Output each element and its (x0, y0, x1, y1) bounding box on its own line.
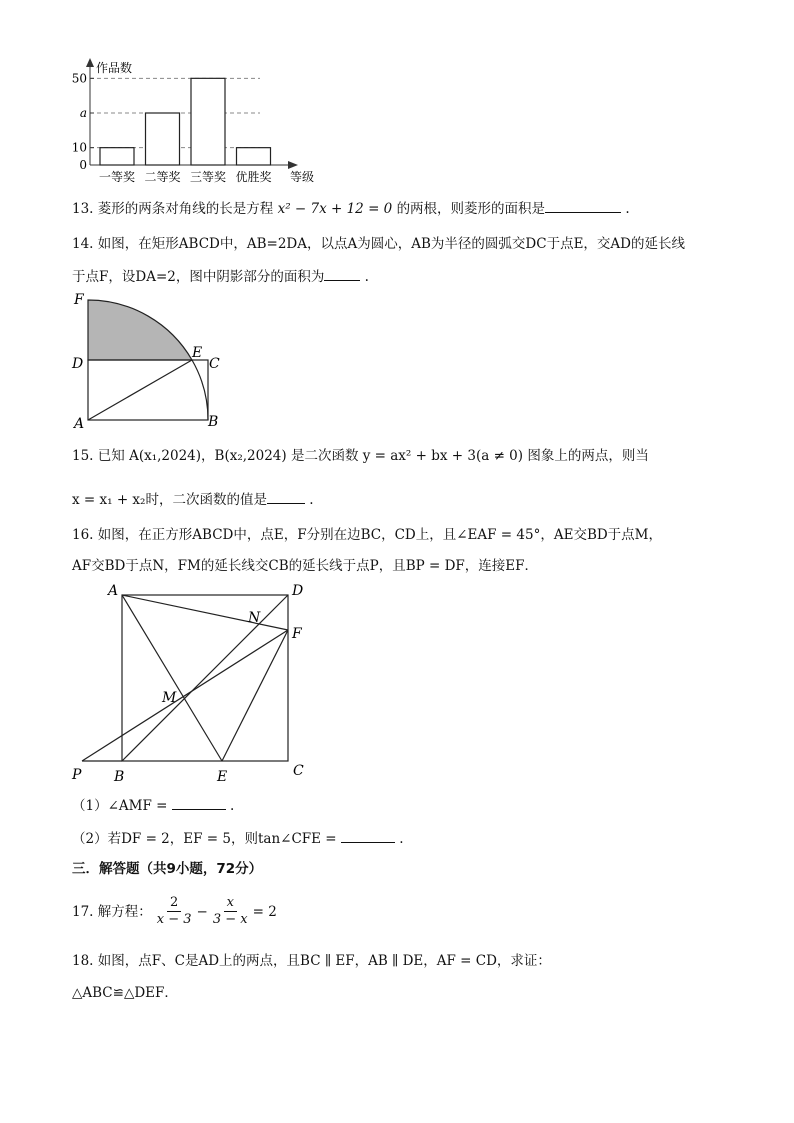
q16-subquestion-2 (72, 828, 404, 848)
q17-frac2-denominator: 3 − x (212, 912, 248, 927)
q13-text-a: 菱形的两条对角线的长是方程 (97, 201, 274, 217)
q13-text-b: 的两根，则菱形的面积是 (396, 201, 546, 217)
q14-number: 14. (72, 236, 94, 252)
q17-minus: − (196, 903, 208, 920)
q16-number: 16. (72, 527, 94, 543)
bar-三等奖 (191, 78, 225, 165)
q14-end: . (364, 269, 369, 285)
q14-line1: 如图，在矩形ABCD中，AB=2DA，以点A为圆心，AB为半径的圆弧交DC于点E，交AD的延长线 (97, 236, 685, 252)
q16-segment-AF (122, 595, 288, 630)
question-13 (72, 198, 630, 218)
q17-text: 解方程： (97, 903, 152, 920)
q14-arc (192, 360, 208, 420)
q14-line2: 于点F，设DA=2，图中阴影部分的面积为 (72, 269, 325, 285)
q16-label-D: D (292, 583, 304, 599)
q16-sub2-blank[interactable] (341, 828, 395, 843)
q17-number: 17. (72, 903, 94, 920)
q16-label-P: P (72, 767, 82, 783)
bar-二等奖 (146, 113, 180, 165)
q17-frac1-numerator: 2 (167, 895, 181, 912)
q15-number: 15. (72, 448, 94, 464)
q14-label-A: A (74, 416, 85, 430)
q14-label-E: E (192, 345, 203, 361)
q13-equation: x² − 7x + 12 = 0 (277, 201, 393, 217)
q16-label-F: F (292, 626, 302, 642)
q16-label-N: N (248, 610, 261, 626)
q17-fraction-1 (154, 895, 195, 928)
y-tick-label: 10 (71, 140, 87, 155)
q16-label-C: C (293, 763, 304, 779)
q17-rhs: = 2 (252, 903, 277, 920)
q16-figure (70, 580, 340, 785)
q16-sub1: （1）∠AMF = (72, 798, 168, 814)
x-axis-arrow (288, 161, 298, 169)
y-axis-title: 作品数 (96, 61, 133, 75)
question-18-line2 (72, 984, 178, 1002)
question-15-line1 (72, 447, 649, 465)
q16-line2: AF交BD于点N，FM的延长线交CB的延长线于点P，且BP = DF，连接EF． (72, 558, 539, 574)
q16-label-E: E (217, 769, 228, 785)
q16-sub1-blank[interactable] (172, 795, 226, 810)
q17-frac1-denominator: x − 3 (156, 912, 192, 927)
q17-fraction-2 (210, 895, 251, 928)
question-14-line2 (72, 266, 369, 286)
q13-number: 13. (72, 201, 94, 217)
q13-end: . (625, 201, 630, 217)
x-tick-label: 三等奖 (189, 170, 227, 184)
q14-segment-AE (88, 360, 192, 420)
x-tick-label: 二等奖 (144, 170, 181, 184)
q14-label-F: F (74, 292, 84, 308)
q18-number: 18. (72, 953, 94, 969)
q18-line2: △ABC≌△DEF． (72, 985, 178, 1001)
q16-label-B: B (114, 769, 125, 785)
q16-diagonal-BD (122, 595, 288, 761)
question-16-line1 (72, 526, 662, 544)
q15-answer-blank[interactable] (267, 489, 305, 504)
x-tick-label: 优胜奖 (235, 170, 272, 184)
question-14-line1 (72, 235, 685, 253)
q16-label-A: A (108, 583, 119, 599)
x-tick-label: 一等奖 (98, 170, 136, 184)
x-axis-title: 等级 (290, 170, 315, 184)
q14-label-B: B (208, 414, 219, 430)
q17-frac2-numerator: x (224, 895, 237, 912)
q14-rectangle (88, 360, 208, 420)
question-16-line2 (72, 557, 538, 575)
q16-sub2-end: . (399, 831, 404, 847)
bar-chart (60, 55, 330, 190)
q14-label-C: C (209, 356, 220, 372)
bar-优胜奖 (237, 148, 271, 165)
q14-shaded-region (88, 300, 192, 360)
q15-line1: 已知 A(x₁,2024)，B(x₂,2024) 是二次函数 y = ax² + bx + 3(a ≠ 0) 图象上的两点，则当 (97, 448, 649, 464)
q16-segment-PF (82, 630, 288, 761)
question-17 (72, 895, 277, 928)
q16-sub2: （2）若DF = 2，EF = 5，则tan∠CFE = (72, 831, 337, 847)
q15-line2: x = x₁ + x₂时，二次函数的值是 (72, 492, 267, 508)
q14-figure (70, 290, 230, 430)
q15-end: . (309, 492, 314, 508)
question-15-line2 (72, 489, 314, 509)
q16-label-M: M (162, 690, 177, 706)
q16-line1: 如图，在正方形ABCD中，点E，F分别在边BC，CD上，且∠EAF = 45°，AE交BD于点M， (97, 527, 663, 543)
question-18-line1 (72, 952, 551, 970)
bar-一等奖 (100, 148, 134, 165)
q14-answer-blank[interactable] (324, 266, 360, 281)
q13-answer-blank[interactable] (545, 198, 621, 213)
q16-segment-EF (222, 630, 288, 761)
q18-line1: 如图，点F、C是AD上的两点，且BC ∥ EF，AB ∥ DE，AF = CD，求证： (97, 953, 551, 969)
q14-label-D: D (72, 356, 84, 372)
q16-subquestion-1 (72, 795, 234, 815)
y-axis-arrow (86, 58, 94, 67)
y-tick-label: 50 (71, 71, 87, 86)
y-tick-label: 0 (79, 158, 87, 172)
y-tick-label: a (79, 106, 87, 120)
q16-segment-AE (122, 595, 222, 761)
section-3-heading: 三．解答题（共9小题，72分） (72, 861, 263, 877)
q16-sub1-end: . (230, 798, 235, 814)
